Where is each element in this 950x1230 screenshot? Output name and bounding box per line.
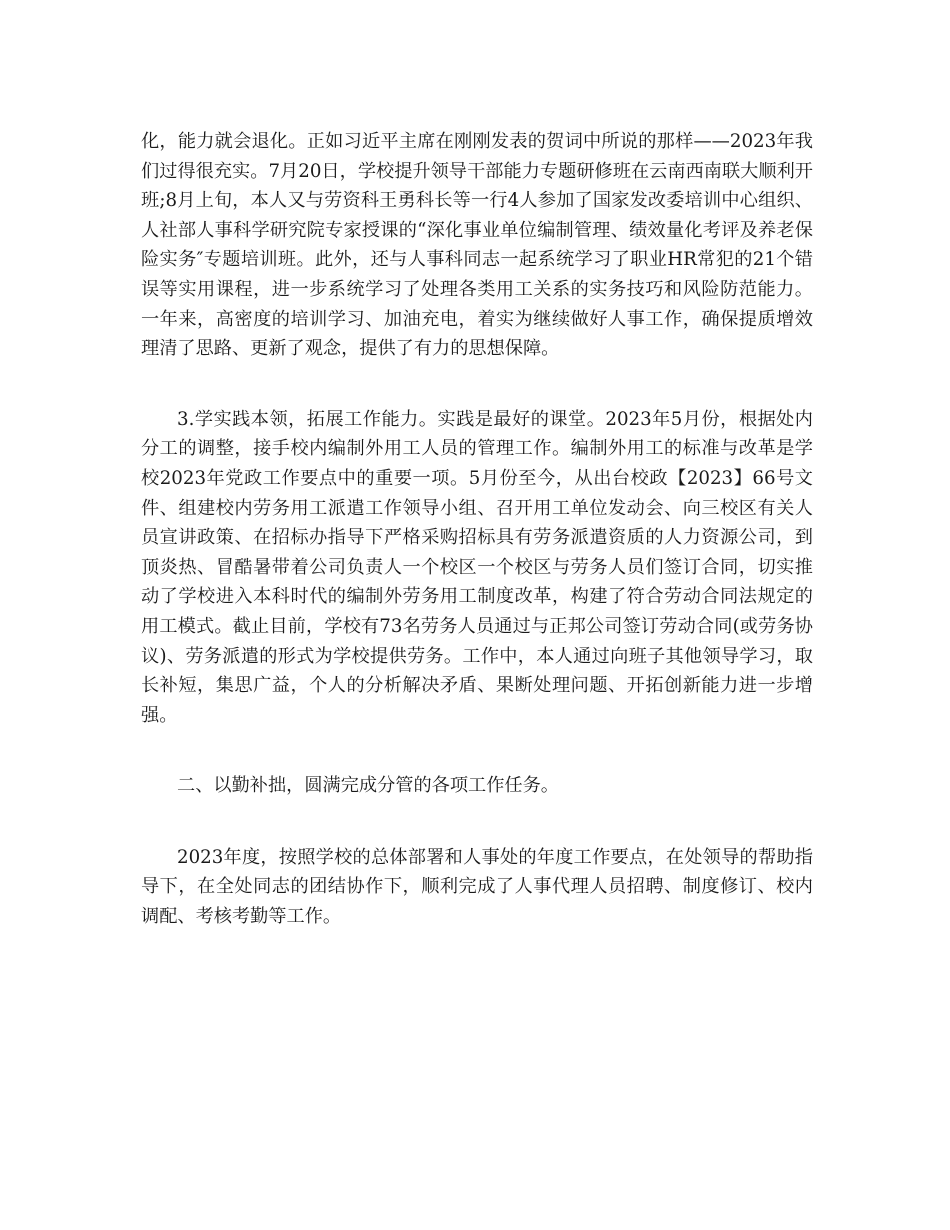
paragraph-continuation: 化，能力就会退化。正如习近平主席在刚刚发表的贺词中所说的那样——2023年我们过得很充实。7月20日，学校提升领导干部能力专题研修班在云南西南联大顺利开班;8月上旬，本人又与劳资科王勇科长等一行4人参加了国家发改委培训中心组织、人社部人事科学研究院专家授课的“深化事业单位编制管理、绩效量化考评及养老保险实务″专题培训班。此外，还与人事科同志一起系统学习了职业HR常犯的21个错误等实用课程，进一步系统学习了处理各类用工关系的实务技巧和风险防范能力。一年来，高密度的培训学习、加油充电，着实为继续做好人事工作，确保提质增效理清了思路、更新了观念，提供了有力的思想保障。 [141,131,813,360]
paragraph-annual: 2023年度，按照学校的总体部署和人事处的年度工作要点，在处领导的帮助指导下，在全处同志的团结协作下，顺利完成了人事代理人员招聘、制度修订、校内调配、考核考勤等工作。 [141,846,813,928]
paragraph-spacer [141,801,813,843]
paragraph-practice: 3.学实践本领，拓展工作能力。实践是最好的课堂。2023年5月份，根据处内分工的调整，接手校内编制外用工人员的管理工作。编制外用工的标准与改革是学校2023年党政工作要点中的重要一项。5月份至今，从出台校政【2023】66号文件、组建校内劳务用工派遣工作领导小组、召开用工单位发动会、向三校区有关人员宣讲政策、在招标办指导下严格采购招标具有劳务派遣资质的人力资源公司，到顶炎热、冒酷暑带着公司负责人一个校区一个校区与劳务人员们签订合同，切实推动了学校进入本科时代的编制外劳务用工制度改革，构建了符合劳动合同法规定的用工模式。截止目前，学校有73名劳务人员通过与正邦公司签订劳动合同(或劳务协议)、劳务派遣的形式为学校提供劳务。工作中，本人通过向班子其他领导学习，取长补短，集思广益，个人的分析解决矛盾、果断处理问题、开拓创新能力进一步增强。 [141,408,813,726]
document-body [141,127,813,932]
paragraph-spacer [141,730,813,771]
paragraph-spacer [141,364,813,405]
section-heading: 二、以勤补拙，圆满完成分管的各项工作任务。 [177,775,559,797]
